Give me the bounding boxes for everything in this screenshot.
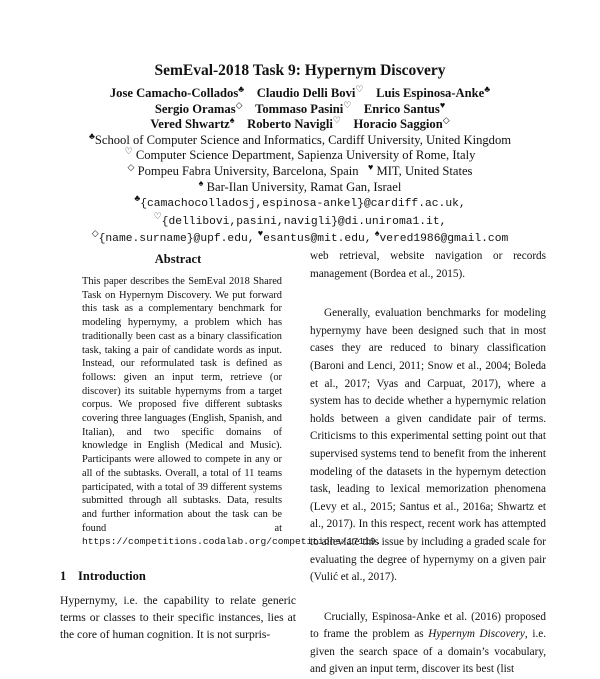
email: {camachocolladosj,espinosa-ankel}@cardiff.ac.uk, (140, 198, 466, 211)
email-line (0, 192, 600, 213)
author-line-1 (0, 83, 600, 102)
affiliation-line (0, 148, 600, 164)
author-name: Horacio Saggion (353, 117, 443, 132)
spade-icon: ♠ (229, 115, 235, 125)
paragraph: Generally, evaluation benchmarks for modeling hypernymy have been designed such that in most cases they are reduced to binary classification (Baroni and Lenci, 2011; Snow et al., 2004; Boleda et al., 2017; Vyas and Carpuat, 2017), where a system has to decide whether a hypernymic relation holds between a given candidate pair of terms. Criticisms to this experimental setting point out that supervised systems tend to benefit from the inherent modeling of the datasets in the hypernym detection task, leading to lexical memorization phenomena (Levy et al., 2015; Santus et al., 2016a; Shwartz et al., 2017). In this respect, recent work has attempted to alleviate this issue by including a graded scale for evaluating the degree of hypernymy on a given pair (Vulić et al., 2017). (310, 307, 546, 584)
spade-icon: ♠ (198, 177, 204, 188)
diamond-outline-icon: ◇ (127, 161, 135, 172)
heart-outline-icon: ♡ (355, 83, 364, 94)
paragraph: web retrieval, website navigation or records management (Bordea et al., 2015). (310, 250, 546, 280)
heart-icon: ♥ (257, 228, 264, 239)
author-name: Sergio Oramas (154, 101, 236, 116)
heart-icon: ♥ (368, 161, 374, 172)
email: {dellibovi,pasini,navigli}@di.uniroma1.it, (161, 215, 447, 228)
diamond-outline-icon: ◇ (91, 228, 99, 239)
emphasis: Hypernym Discovery (428, 628, 525, 641)
abstract-body (82, 275, 382, 549)
author-name: Vered Shwartz (150, 117, 230, 132)
affiliation: Pompeu Fabra University, Barcelona, Spain (137, 163, 359, 178)
paper-title: SemEval-2018 Task 9: Hypernym Discovery (154, 62, 446, 79)
author-name: Jose Camacho-Collados (109, 86, 239, 100)
author-name: Roberto Navigli (247, 117, 333, 132)
abstract-text: This paper describes the SemEval 2018 Shared Task on Hypernym Discovery. We put forward this task as a complementary benchmark for modeling hypernymy, a problem which has traditionally been cast as a binary classification task, taking a pair of candidate words as input. Instead, our reformulated task is defined as follows: given an input term, retrieve (or discover) its suitable hypernyms from a target corpus. We proposed five different subtasks covering three languages (English, Spanish, and Italian), and two specific domains of knowledge in English (Medical and Music). Participants were allowed to compete in any or all of the subtasks. Overall, a total of 11 teams participated, with a total of 39 different systems submitted through all subtasks. Data, results and further information about the task can be found at (82, 276, 282, 534)
author-name: Luis Espinosa-Anke (376, 86, 485, 100)
abstract-heading: Abstract (154, 252, 202, 266)
paragraph (310, 609, 546, 679)
affiliation: MIT, United States (376, 163, 473, 178)
heart-outline-icon: ♡ (343, 99, 352, 110)
section-title: Introduction (78, 569, 146, 584)
affiliation: Bar-Ilan University, Ramat Gan, Israel (206, 179, 402, 194)
author-line-2 (0, 99, 600, 118)
author-block (0, 83, 600, 248)
affiliation-line (0, 161, 600, 180)
heart-outline-icon: ♡ (124, 146, 133, 157)
email: esantus@mit.edu, (263, 233, 372, 246)
club-icon: ♣ (238, 83, 245, 94)
club-icon: ♣ (484, 83, 491, 94)
author-name: Claudio Delli Bovi (256, 86, 356, 100)
left-column (60, 252, 382, 644)
diamond-outline-icon: ◇ (235, 99, 243, 110)
club-icon: ♣ (88, 130, 95, 141)
section-number: 1 (60, 569, 67, 584)
heart-icon: ♥ (439, 99, 446, 110)
author-name: Enrico Santus (363, 101, 440, 116)
spade-icon: ♠ (374, 228, 380, 239)
paragraph-text: , i.e. given the search space of a domain’s vocabulary, and given an input term, discover its best (list (310, 628, 547, 676)
section-heading (60, 569, 296, 584)
intro-paragraph: Hypernymy, i.e. the capability to relate generic terms or classes to their specific instances, lies at the core of human cognition. It is not surpris- (60, 594, 296, 642)
heart-outline-icon: ♡ (153, 210, 162, 221)
affiliation-line (0, 130, 600, 149)
email-line (0, 210, 600, 231)
author-name: Tommaso Pasini (255, 101, 344, 116)
affiliation: School of Computer Science and Informatics, Cardiff University, United Kingdom (94, 132, 512, 147)
email: {name.surname}@upf.edu, (98, 233, 255, 246)
affiliation-line (0, 177, 600, 196)
abstract-url: https://competitions.codalab.org/competitions/17119. (82, 536, 382, 548)
diamond-outline-icon: ◇ (442, 115, 450, 125)
club-icon: ♣ (134, 192, 141, 203)
email-line (0, 230, 600, 248)
paragraph-text: Crucially, Espinosa-Anke et al. (2016) proposed to frame the problem as (310, 610, 546, 641)
right-column (310, 248, 546, 679)
heart-outline-icon: ♡ (332, 115, 341, 125)
affiliation: Computer Science Department, Sapienza University of Rome, Italy (135, 148, 476, 163)
email: vered1986@gmail.com (379, 233, 509, 246)
